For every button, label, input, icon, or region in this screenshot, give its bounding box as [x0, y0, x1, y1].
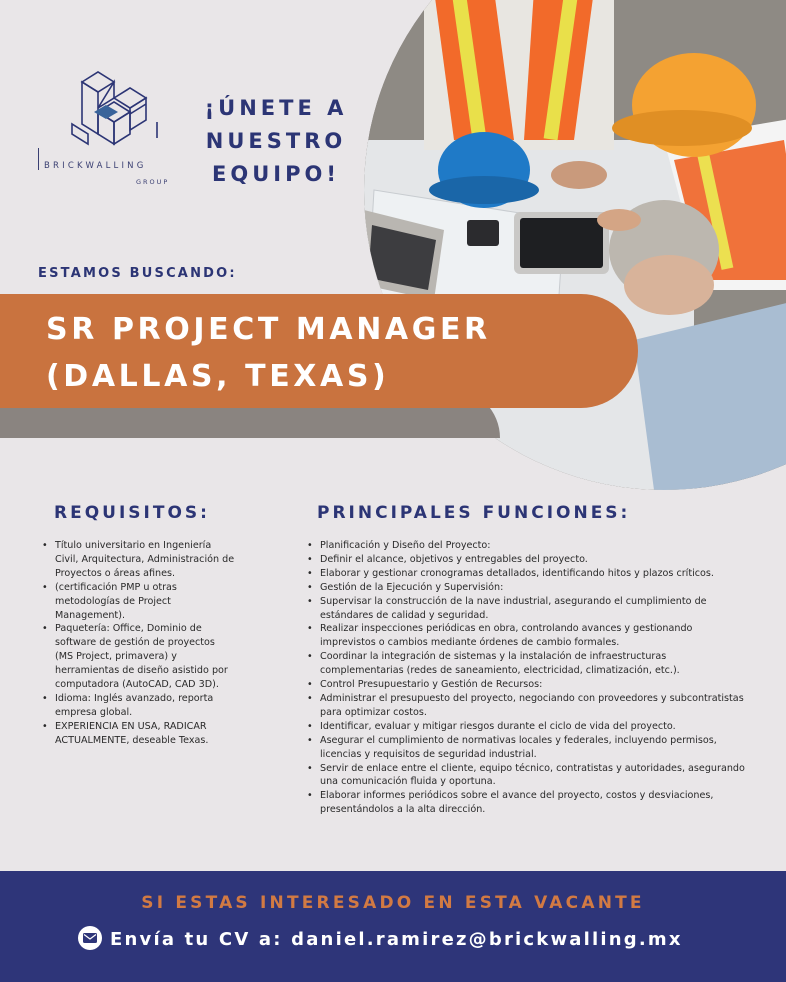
- requirements-list: [40, 539, 235, 748]
- requirements-heading: REQUISITOS:: [54, 503, 210, 523]
- list-item: • Supervisar la construcción de la nave industrial, asegurando el cumplimiento de estándares de calidad y seguridad.: [305, 595, 745, 623]
- list-item: • Control Presupuestario y Gestión de Recursos:: [305, 678, 745, 692]
- list-item: • Planificación y Diseño del Proyecto:: [305, 539, 745, 553]
- list-item: • Elaborar y gestionar cronogramas detallados, identificando hitos y plazos críticos.: [305, 567, 745, 581]
- functions-heading: PRINCIPALES FUNCIONES:: [317, 503, 631, 523]
- list-item: • Administrar el presupuesto del proyecto, negociando con proveedores y subcontratistas para optimizar costos.: [305, 692, 745, 720]
- brickwalling-logo: [38, 68, 183, 193]
- list-item: • Idioma: Inglés avanzado, reporta empresa global.: [40, 692, 235, 720]
- list-item: • Servir de enlace entre el cliente, equipo técnico, contratistas y autoridades, asegurando una comunicación fluida y oportuna.: [305, 762, 745, 790]
- join-headline: ¡ÚNETE A NUESTRO EQUIPO!: [204, 96, 348, 186]
- list-item: • Coordinar la integración de sistemas y la instalación de infraestructuras complementarias (redes de saneamiento, electricidad, climatización, etc.).: [305, 650, 745, 678]
- list-item: • Realizar inspecciones periódicas en obra, controlando avances y gestionando imprevistos o cambios mediante órdenes de cambio formales.: [305, 622, 745, 650]
- list-item: • EXPERIENCIA EN USA, RADICAR ACTUALMENTE, deseable Texas.: [40, 720, 235, 748]
- list-item: • Gestión de la Ejecución y Supervisión:: [305, 581, 745, 595]
- functions-list: [305, 539, 745, 817]
- list-item: • Asegurar el cumplimiento de normativas locales y federales, incluyendo permisos, licencias y requisitos de seguridad industrial.: [305, 734, 745, 762]
- position-title: [46, 306, 491, 400]
- position-line-1: SR PROJECT MANAGER: [46, 312, 491, 347]
- footer-mail[interactable]: [78, 926, 683, 950]
- footer-cta: SI ESTAS INTERESADO EN ESTA VACANTE: [141, 893, 645, 913]
- looking-for-label: ESTAMOS BUSCANDO:: [38, 266, 237, 281]
- mail-text[interactable]: Envía tu CV a: daniel.ramirez@brickwalling.mx: [110, 929, 683, 950]
- list-item: • Paquetería: Office, Dominio de software de gestión de proyectos (MS Project, primavera) y herramientas de diseño asistido por computadora (AutoCAD, CAD 3D).: [40, 622, 235, 692]
- logo-divider: [38, 148, 39, 170]
- position-line-2: (DALLAS, TEXAS): [46, 359, 390, 394]
- list-item: • Identificar, evaluar y mitigar riesgos durante el ciclo de vida del proyecto.: [305, 720, 745, 734]
- list-item: • Definir el alcance, objetivos y entregables del proyecto.: [305, 553, 745, 567]
- list-item: • Elaborar informes periódicos sobre el avance del proyecto, costos y desviaciones, presentándolos a la alta dirección.: [305, 789, 745, 817]
- logo-sub: GROUP: [136, 178, 170, 186]
- list-item: • Título universitario en Ingeniería Civil, Arquitectura, Administración de Proyectos o áreas afines.: [40, 539, 235, 581]
- list-item: • (certificación PMP u otras metodologías de Project Management).: [40, 581, 235, 623]
- logo-name: BRICKWALLING: [44, 161, 147, 171]
- envelope-icon: [78, 926, 102, 950]
